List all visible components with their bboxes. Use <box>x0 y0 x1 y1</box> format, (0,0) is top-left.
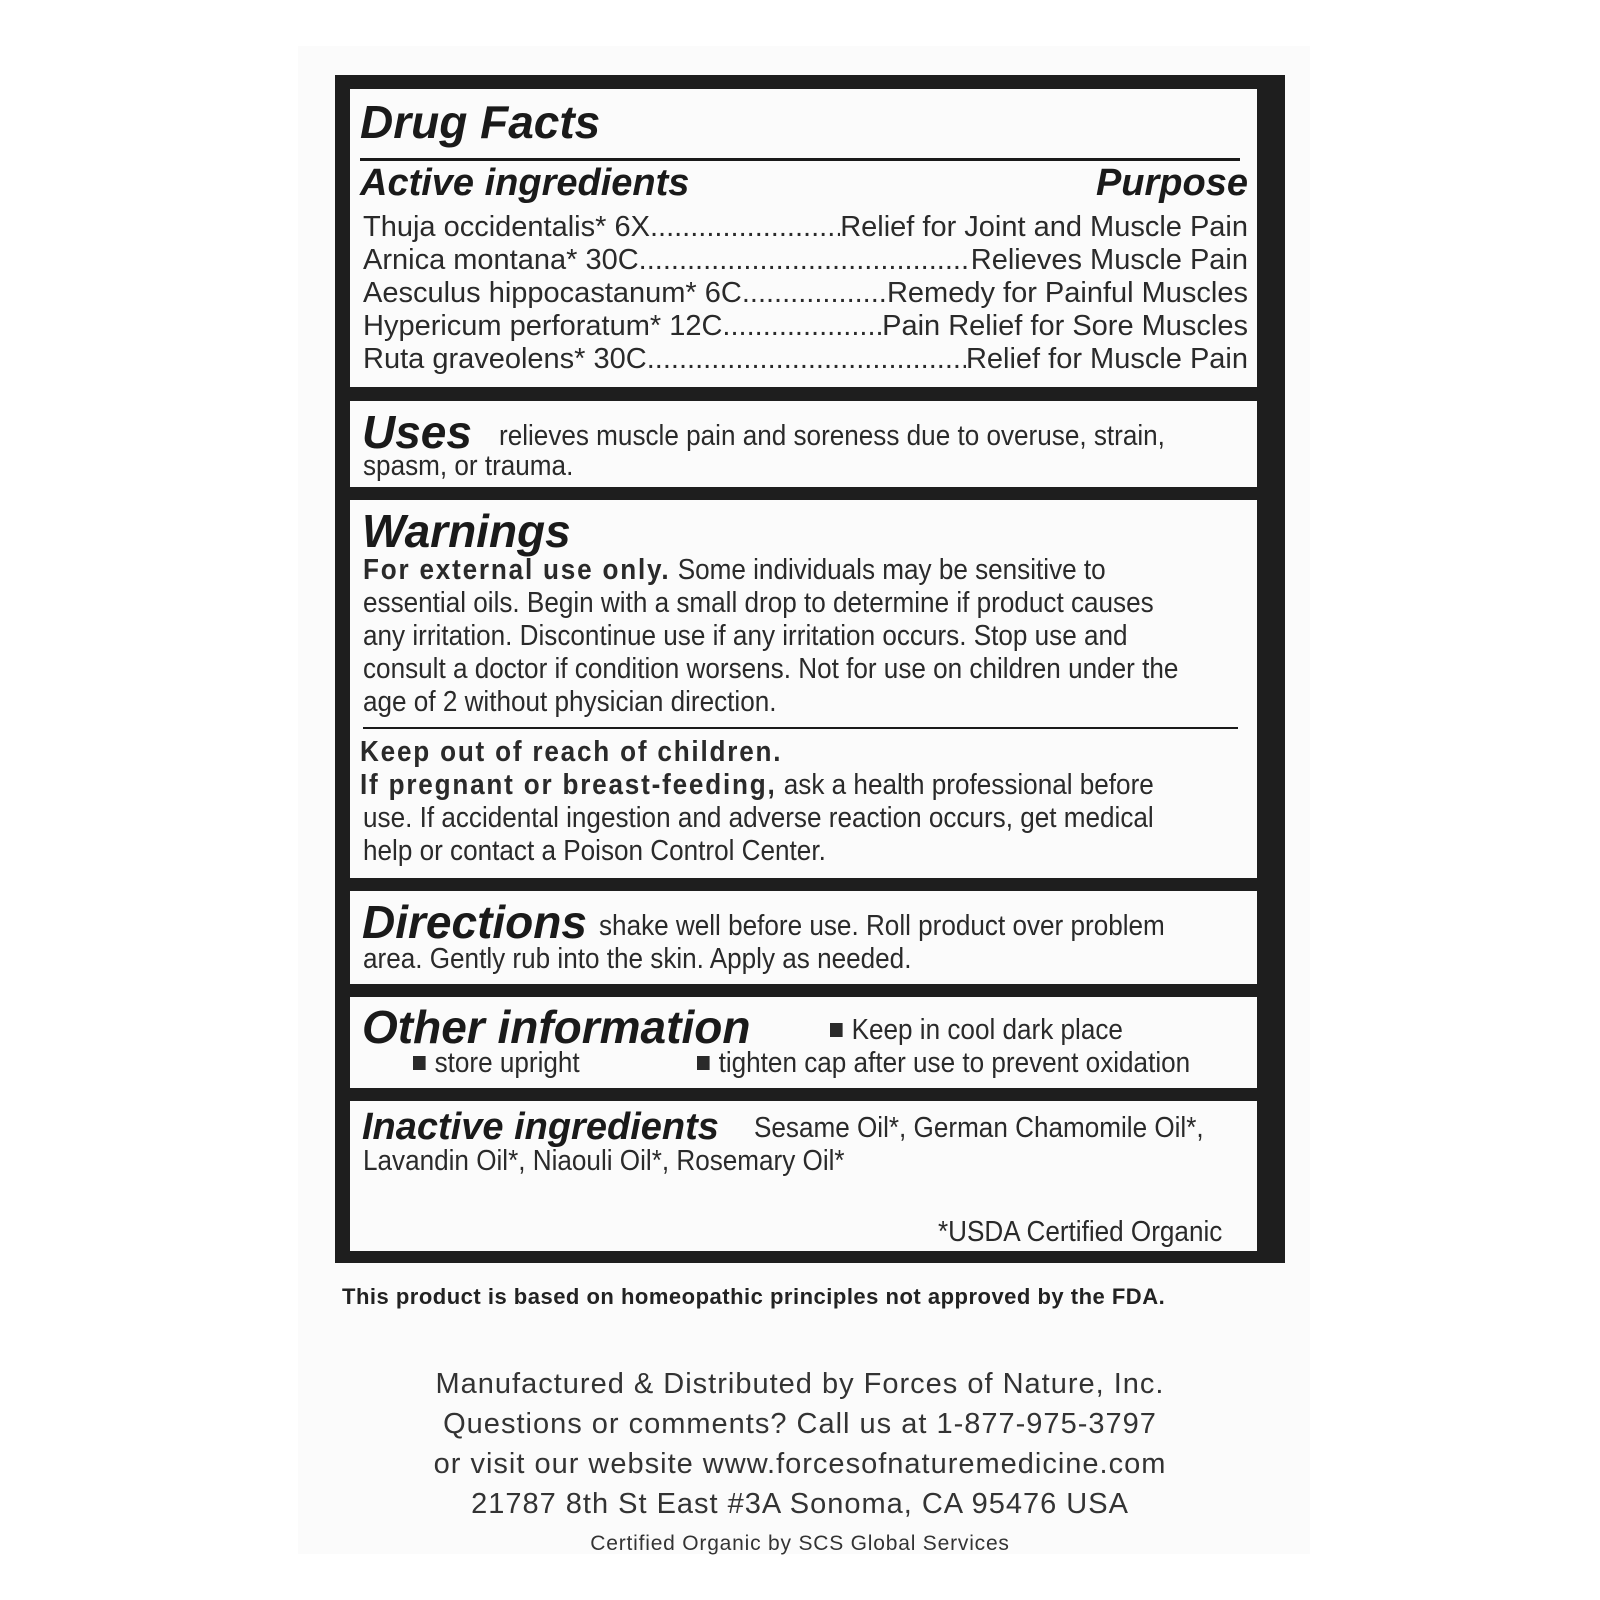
pregnant-rest: ask a health professional before <box>776 769 1154 801</box>
leader-dots <box>742 277 887 310</box>
footer-line3: or visit our website www.forcesofnaturemedicine.com <box>433 1448 1167 1480</box>
ingredient-name: Aesculus hippocastanum* 6C <box>363 277 742 309</box>
other-info-item <box>697 1047 1190 1080</box>
active-row <box>363 244 1248 277</box>
ingredient-name: Ruta graveolens* 30C <box>363 343 647 375</box>
directions-heading: Directions <box>362 896 587 948</box>
bullet-square-icon <box>697 1056 710 1070</box>
pregnant-bold: If pregnant or breast-feeding, <box>360 769 777 801</box>
warnings-rule <box>363 727 1238 729</box>
leader-dots <box>647 343 966 376</box>
drug-facts-title: Drug Facts <box>360 96 601 148</box>
warnings-line1 <box>363 554 1106 587</box>
other-info-item-text: Keep in cool dark place <box>851 1014 1123 1046</box>
warnings-line8: help or contact a Poison Control Center. <box>363 835 826 867</box>
fda-disclaimer: This product is based on homeopathic principles not approved by the FDA. <box>342 1284 1166 1309</box>
external-use-bold: For external use only. <box>363 554 671 586</box>
inactive-line2: Lavandin Oil*, Niaouli Oil*, Rosemary Oil* <box>363 1145 845 1177</box>
ingredient-name: Hypericum perforatum* 12C <box>363 310 723 342</box>
other-info-item-text: tighten cap after use to prevent oxidation <box>718 1047 1191 1079</box>
bullet-square-icon <box>413 1056 426 1070</box>
warnings-line7: use. If accidental ingestion and adverse reaction occurs, get medical <box>363 802 1154 834</box>
uses-heading: Uses <box>362 406 472 458</box>
directions-line1: shake well before use. Roll product over problem <box>599 910 1165 942</box>
active-row <box>363 277 1248 310</box>
footer-line1: Manufactured & Distributed by Forces of Nature, Inc. <box>435 1368 1165 1400</box>
warnings-line1-rest: Some individuals may be sensitive to <box>670 554 1106 586</box>
inactive-line1: Sesame Oil*, German Chamomile Oil*, <box>754 1112 1204 1144</box>
ingredient-name: Arnica montana* 30C <box>363 244 639 276</box>
warnings-heading: Warnings <box>362 505 571 557</box>
active-row <box>363 211 1248 244</box>
warnings-line2: essential oils. Begin with a small drop to determine if product causes <box>363 587 1154 619</box>
leader-dots <box>650 211 840 244</box>
ingredient-purpose: Relief for Joint and Muscle Pain <box>840 211 1248 243</box>
ingredient-purpose: Relief for Muscle Pain <box>965 343 1248 375</box>
directions-line2: area. Gently rub into the skin. Apply as needed. <box>363 943 912 975</box>
leader-dots <box>722 310 882 343</box>
other-info-heading: Other information <box>362 1001 751 1053</box>
other-info-item-text: store upright <box>434 1047 580 1079</box>
ingredient-name: Thuja occidentalis* 6X <box>363 211 650 243</box>
active-ingredients-header: Active ingredients <box>360 162 690 204</box>
warnings-line4: consult a doctor if condition worsens. Not for use on children under the <box>363 653 1179 685</box>
bullet-square-icon <box>830 1023 843 1037</box>
footer-line2: Questions or comments? Call us at 1-877-975-3797 <box>443 1408 1157 1440</box>
other-info-item <box>413 1047 580 1080</box>
active-row <box>363 343 1248 376</box>
certified-organic-line: Certified Organic by SCS Global Services <box>590 1532 1010 1555</box>
active-row <box>363 310 1248 343</box>
warnings-line6-pregnant <box>360 769 1154 802</box>
purpose-header: Purpose <box>1095 162 1248 204</box>
ingredient-purpose: Remedy for Painful Muscles <box>886 277 1248 309</box>
other-info-item <box>830 1014 1123 1047</box>
inactive-heading: Inactive ingredients <box>362 1106 719 1148</box>
warnings-line3: any irritation. Discontinue use if any irritation occurs. Stop use and <box>363 620 1128 652</box>
ingredient-purpose: Pain Relief for Sore Muscles <box>882 310 1248 342</box>
organic-note: *USDA Certified Organic <box>938 1216 1223 1248</box>
uses-text-line2: spasm, or trauma. <box>363 450 574 482</box>
warnings-line5: age of 2 without physician direction. <box>363 686 777 718</box>
keep-out-of-reach: Keep out of reach of children. <box>360 736 783 768</box>
footer-address: 21787 8th St East #3A Sonoma, CA 95476 USA <box>471 1488 1129 1520</box>
ingredient-purpose: Relieves Muscle Pain <box>970 244 1248 276</box>
uses-text-line1: relieves muscle pain and soreness due to overuse, strain, <box>499 420 1165 452</box>
leader-dots <box>639 244 971 277</box>
title-rule <box>360 158 1240 161</box>
